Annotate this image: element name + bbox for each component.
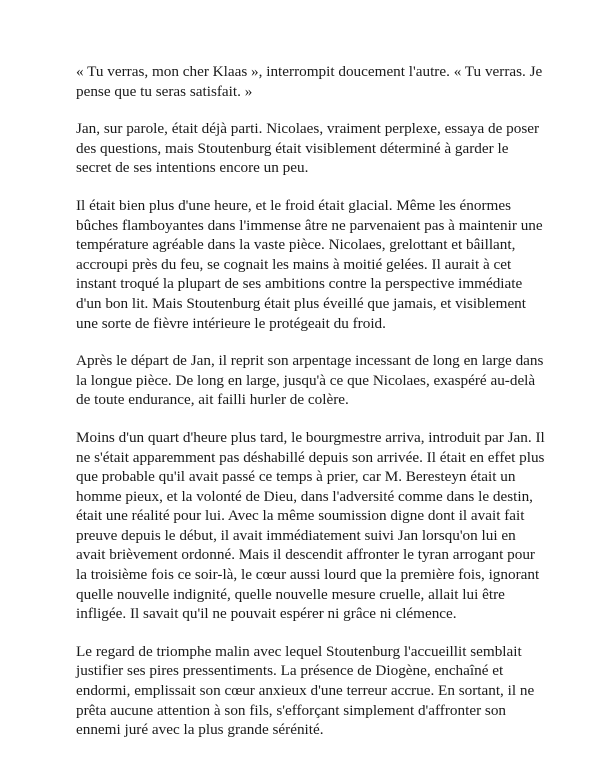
paragraph-6: Le regard de triomphe malin avec lequel Stoutenburg l'accueillit semblait justifier ses pires pressentiments. La présence de Diogène, enchaîné et endormi, emplissait son cœur anxieux d'une terreur accrue. En sortant, il ne prêta aucune attention à son fils, s'efforçant simplement d'affronter son ennemi juré avec la plus grande sérénité. <box>76 642 535 739</box>
paragraph-5: Moins d'un quart d'heure plus tard, le bourgmestre arriva, introduit par Jan. Il ne s'était apparemment pas déshabillé depuis son arrivée. Il était en effet plus que probable qu'il avait passé ce temps à prier, car M. Beresteyn était un homme pieux, et la volonté de Dieu, dans l'adversité comme dans le destin, était une réalité pour lui. Avec la même soumission digne dont il avait fait preuve depuis le début, il avait immédiatement suivi Jan lorsqu'on lui en avait brièvement ordonné. Mais il descendit affronter le tyran arrogant pour la troisième fois ce soir-là, le cœur aussi lourd que la première fois, ignorant quelle nouvelle indignité, quelle nouvelle mesure cruelle, allait lui être infligée. Il savait qu'il ne pouvait espérer ni grâce ni clémence. <box>76 428 545 623</box>
document-page <box>76 62 546 758</box>
paragraph-2: Jan, sur parole, était déjà parti. Nicolaes, vraiment perplexe, essaya de poser des questions, mais Stoutenburg était visiblement déterminé à garder le secret de ses intentions encore un peu. <box>76 120 540 177</box>
paragraph-1: « Tu verras, mon cher Klaas », interrompit doucement l'autre. « Tu verras. Je pense que tu seras satisfait. » <box>76 63 543 100</box>
paragraph-4: Après le départ de Jan, il reprit son arpentage incessant de long en large dans la longue pièce. De long en large, jusqu'à ce que Nicolaes, exaspéré au-delà de toute endurance, ait failli hurler de colère. <box>76 352 544 409</box>
paragraph-3: Il était bien plus d'une heure, et le froid était glacial. Même les énormes bûches flamboyantes dans l'immense âtre ne parvenaient pas à maintenir une température agréable dans la vaste pièce. Nicolaes, grelottant et bâillant, accroupi près du feu, se cognait les mains à moitié gelées. Il aurait à cet instant troqué la plupart de ses ambitions contre la perspective immédiate d'un bon lit. Mais Stoutenburg était plus éveillé que jamais, et visiblement une sorte de fièvre intérieure le protégeait du froid. <box>76 196 543 332</box>
